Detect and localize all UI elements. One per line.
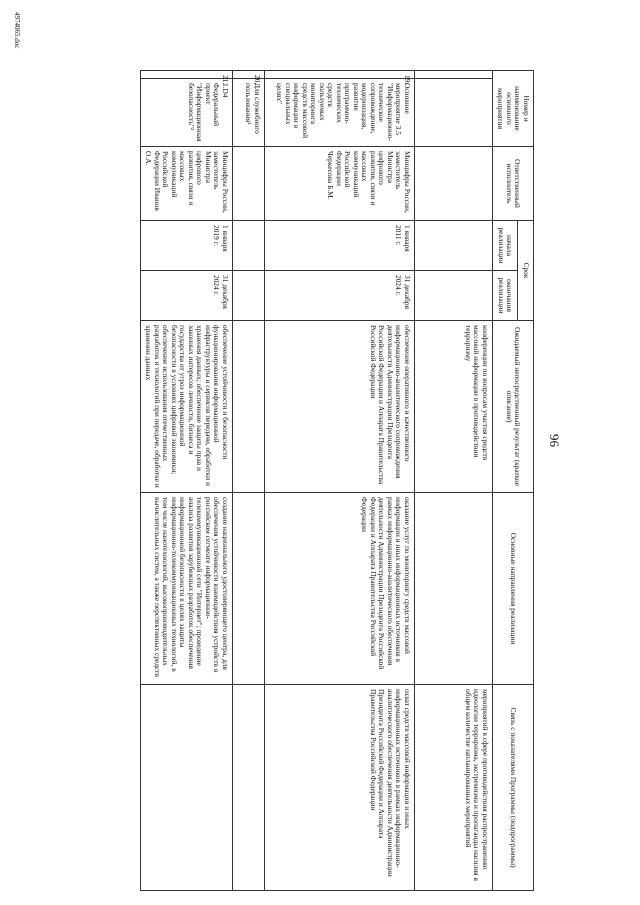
cell-directions xyxy=(232,493,264,685)
table-row-continuation xyxy=(414,71,492,891)
cell-end xyxy=(232,271,264,321)
header-start: начала реализации xyxy=(492,221,517,271)
table-row xyxy=(232,71,264,891)
header-row-1 xyxy=(517,71,533,891)
page-number: 96 xyxy=(547,434,562,447)
header-executor: Ответственный исполнитель xyxy=(492,147,533,221)
cell-num: 20. xyxy=(232,71,264,79)
header-name: Номер и наименование основного мероприятия xyxy=(492,71,533,147)
cell-link xyxy=(140,685,232,891)
cell-executor: Минцифры России, заместитель Министра цифрового развития, связи и массовых коммуникаций Российской Федерации Иванов О.А. xyxy=(140,147,232,221)
cell-directions: создание национального удостоверяющего центра, для обеспечения устойчивости взаимодействия устройств в российском сегменте информационно-телекоммуникационной сети "Интернет"; проведение анализа развития зарубежных разработок обеспечения информационной безопасности в целях защиты информационно-телекоммуникационных технологий, в том числе нанотехнологий, высокопроизводительных вычислительных систем, а также перспективных средств xyxy=(140,493,232,685)
measures-table xyxy=(140,70,534,891)
header-end: окончания реализации xyxy=(492,271,517,321)
cell-directions: оказание услуг по мониторингу средств массовой информации и иных информационных источников в рамках информационно-аналитического обеспечения деятельности Администрации Президента Российской Федерации и Аппарата Правительства Российской Федерации xyxy=(264,493,414,685)
cell-result: обеспечение оперативного и качественного информационно-аналитического сопровождения деятельности Администрации Президента Российской Федерации и Аппарата Правительства Российской Федерации xyxy=(264,321,414,493)
document-id: 4974065.doc xyxy=(13,12,21,49)
cell-result: конференции по вопросам участия средств массовой информации в противодействии терроризму xyxy=(414,321,492,493)
cell-end: 31 декабря 2024 г. xyxy=(140,271,232,321)
cell-name: Основное мероприятие 3.5 "Информационно-техническое сопровождение, модернизация, развитие программно-технических средств пользуемых мониторинга средств массовой информации в специальных целях" xyxy=(264,79,414,147)
cell-start: 1 января 2011 г. xyxy=(264,221,414,271)
cell-start xyxy=(232,221,264,271)
table-row xyxy=(140,71,232,891)
header-link: Связь с показателями Программы (подпрограммы) xyxy=(492,685,533,891)
header-term: Срок xyxy=(517,221,533,321)
header-result: Ожидаемый непосредственный результат (краткое описание) xyxy=(492,321,533,493)
cell-link: охват средств массовой информации и иных информационных источников в рамках информационно-аналитического обеспечения деятельности Администрации Президента Российской Федерации и Аппарата Правительства Российской Федерации xyxy=(264,685,414,891)
cell-link: мероприятий в сфере противодействия распространению идеологии терроризма, экстремизма и пропаганды насилия в общем количестве запланированных мероприятий xyxy=(414,685,492,891)
cell-end: 31 декабря 2024 г. xyxy=(264,271,414,321)
header-directions: Основные направления реализации xyxy=(492,493,533,685)
cell-start: 1 января 2019 г. xyxy=(140,221,232,271)
table-row xyxy=(264,71,414,891)
cell-executor xyxy=(232,147,264,221)
cell-name: Для служебного пользования¹ xyxy=(232,79,264,147)
cell-name: 1.D4 Федеральный проект "Информационная безопасность"² xyxy=(140,79,232,147)
cell-num: 21. xyxy=(140,71,232,79)
cell-link xyxy=(232,685,264,891)
cell-executor: Минцифры России, заместитель Министра цифрового развития, связи и массовых коммуникаций Российской Федерации Черкесова Б.М. xyxy=(264,147,414,221)
cell-result xyxy=(232,321,264,493)
cell-num: 19. xyxy=(264,71,414,79)
cell-result: обеспечение устойчивости и безопасности функционирования информационной инфраструктуры и сервисов передачи, обработки и хранения данных; обеспечение защиты прав и законных интересов личности, бизнеса и государства от угроз информационной безопасности в условиях цифровой экономики; обеспечение использования отечественных разработок и технологий при передаче, обработке и хранении данных xyxy=(140,321,232,493)
